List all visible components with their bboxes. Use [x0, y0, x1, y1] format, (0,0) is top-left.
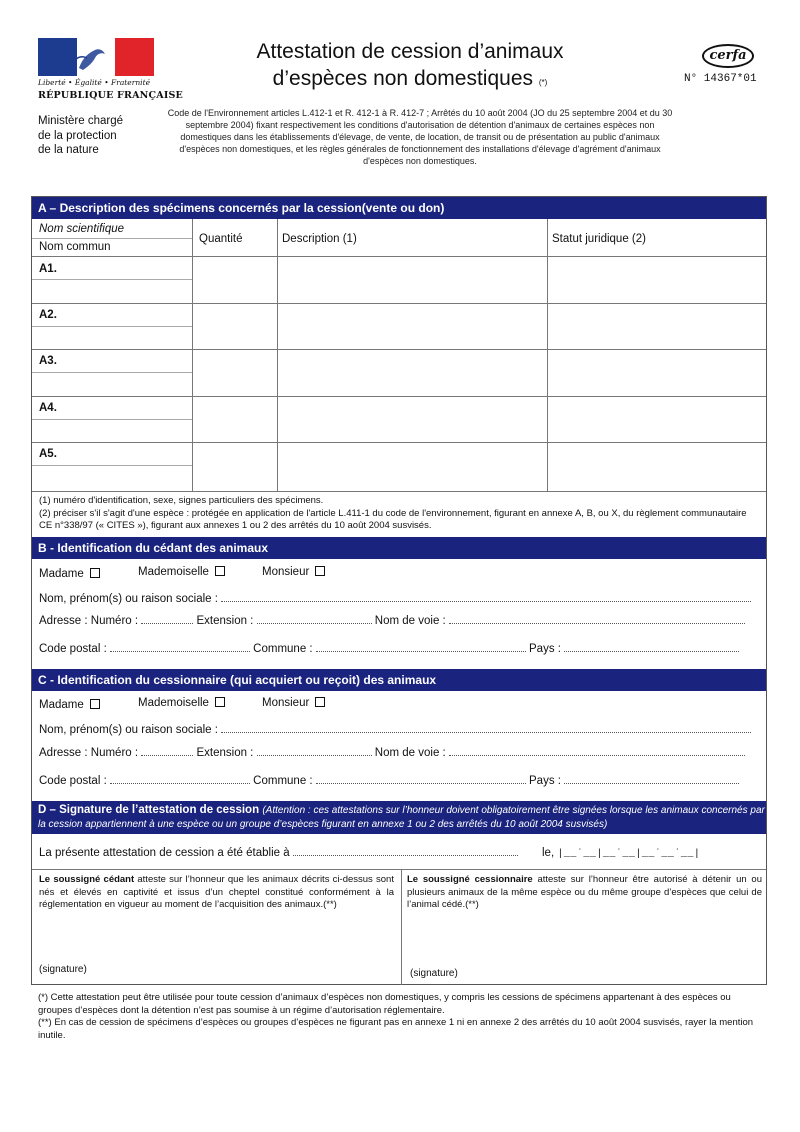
cedant-country-field[interactable] [564, 643, 739, 652]
cessionnaire-city-field[interactable] [316, 775, 526, 784]
date-field[interactable]: |__˙__|__˙__|__˙__˙__| [557, 849, 701, 860]
monsieur-checkbox[interactable] [315, 697, 325, 707]
cessionnaire-name-field[interactable] [221, 724, 751, 733]
cedant-city-field[interactable] [316, 643, 526, 652]
cedant-number-field[interactable] [141, 615, 193, 624]
col-legal-status: Statut juridique (2) [552, 233, 646, 245]
section-c-header: C - Identification du cessionnaire (qui acquiert ou reçoit) des animaux [32, 669, 766, 691]
col-scientific-name: Nom scientifique [39, 223, 125, 235]
mademoiselle-checkbox[interactable] [215, 697, 225, 707]
cedant-extension-field[interactable] [257, 615, 372, 624]
madame-checkbox[interactable] [90, 568, 100, 578]
cedant-street-field[interactable] [449, 615, 745, 624]
section-a-header: A – Description des spécimens concernés par la cession(vente ou don) [32, 197, 766, 219]
place-field[interactable] [293, 847, 518, 856]
madame-checkbox[interactable] [90, 699, 100, 709]
col-quantity: Quantité [199, 233, 243, 245]
motto: Liberté • Égalité • Fraternité [38, 78, 151, 87]
cedant-signature[interactable]: (signature) [39, 964, 87, 975]
cedant-postal-field[interactable] [110, 643, 250, 652]
col-common-name: Nom commun [39, 241, 111, 253]
monsieur-checkbox[interactable] [315, 566, 325, 576]
footnotes: (*) Cette attestation peut être utilisée pour toute cession d’animaux d’espèces non domestiques, y compris les cessions de spécimens appartenant à des espèces ou groupes d’espèces dont la détention n’est pas soumise à un régime d’autorisation réglementaire. (**) En cas de cession de spécimens d’espèces ou groupes d’espèces ne figurant pas en annexe 1 ni en annexe 2 des arrêtés du 10 août 2004 susvisés, rayer la mention inutile. [38, 992, 754, 1041]
section-d-header: D – Signature de l’attestation de cession (Attention : ces attestations sur l’honneur doivent obligatoirement être signées lorsque les animaux concernés par la cession appartiennent à une espèce ou un groupe d’espèces figurant en annexe 1 ou 2 des arrêtés du 10 août 2004 susvisés) [32, 801, 766, 834]
col-description: Description (1) [282, 233, 357, 245]
cessionnaire-number-field[interactable] [141, 747, 193, 756]
section-a-notes: (1) numéro d'identification, sexe, signes particuliers des spécimens. (2) préciser s'il s'agit d'une espèce : protégée en application de l'article L.411-1 du code de l'environnement, figurant en annexe A, B, ou X, du règlement communautaire CE n°338/97 (« CITES »), figurant aux annexes 1 ou 2 des arrêtés du 10 août 2004 susvisés. [39, 495, 747, 531]
tricolor-flag-icon [38, 38, 154, 76]
cessionnaire-extension-field[interactable] [257, 747, 372, 756]
cessionnaire-signature[interactable]: (signature) [410, 968, 458, 979]
republic-name: RÉPUBLIQUE FRANÇAISE [38, 90, 183, 101]
legal-reference: Code de l'Environnement articles L.412-1 et R. 412-1 à R. 412-7 ; Arrêtés du 10 août 2004 (JO du 25 septembre 2004 et du 30 septembre 2004) fixant respectivement les conditions d'autorisation de détention d'animaux de certaines espèces non domestiques dans les établissements d'élevage, de vente, de location, de transit ou de présentation au public d'animaux d'espèces non domestiques, et les règles générales de fonctionnement des installations d'élevage d'agrément d'animaux d'espèces non domestiques. [167, 108, 673, 166]
cedant-name-field[interactable] [221, 593, 751, 602]
page-title: Attestation de cession d’animaux d’espèces non domestiques (*) [256, 40, 564, 90]
mademoiselle-checkbox[interactable] [215, 566, 225, 576]
form-frame: A – Description des spécimens concernés par la cession(vente ou don) Nom scientifique Nom commun Quantité Description (1) Statut juridique (2) A1. A2. A3. A4. A5. (1) numéro d'identification, sexe, signes particuliers des spécimens. (2) préciser s'il s'agit d'une espèce : protégée en application de l'article L.411-1 du code de l'environnement, figurant en annexe A, B, ou X, du règlement communautaire CE n°338/97 (« CITES »), figurant aux annexes 1 ou 2 des arrêtés du 10 août 2004 susvisés. B - Identification du cédant des animaux Madame Mademoiselle Monsieur Nom, prénom(s) ou raison sociale : Adresse : Numéro : Extension : Nom de voie : Code postal : Commune : Pays : C - Identification du cessionnaire (qui acquiert ou reçoit) des animaux Madame Mademoiselle Monsieur Nom, prénom(s) ou raison sociale : Adresse : Numéro : Extension : Nom de voie : Code postal : Commune : Pays : D – Signature de l’attestation de cession (Attention : ces attestations sur l’honneur doivent obligatoirement être signées lorsque les animaux concernés par la cession appartiennent à une espèce ou un groupe d’espèces figurant en annexe 1 ou 2 des arrêtés du 10 août 2004 susvisés) La présente attestation de cession a été établie à le, |__˙__|__˙__|__˙__˙__| Le soussigné cédant atteste sur l’honneur que les animaux décrits ci-dessus sont nés et élevés en captivité et issus d’un cheptel constitué conformément à la réglementation en vigueur au moment de l’acquisition des animaux.(**) Le soussigné cessionnaire atteste sur l’honneur être autorisé à détenir un ou plusieurs animaux de la même espèce ou du même groupe d’espèces que celui de l’animal cédé.(**) (signature) (signature) [31, 196, 767, 985]
marianne-logo [38, 38, 183, 101]
cessionnaire-street-field[interactable] [449, 747, 745, 756]
ministry-name: Ministère chargé de la protection de la nature [38, 115, 124, 156]
section-b-header: B - Identification du cédant des animaux [32, 537, 766, 559]
cessionnaire-declaration: Le soussigné cessionnaire atteste sur l’honneur être autorisé à détenir un ou plusieurs animaux de la même espèce ou du même groupe d’espèces que celui de l’animal cédé.(**) [407, 874, 762, 910]
cessionnaire-country-field[interactable] [564, 775, 739, 784]
cedant-declaration: Le soussigné cédant atteste sur l’honneur que les animaux décrits ci-dessus sont nés et élevés en captivité et issus d’un cheptel constitué conformément à la réglementation en vigueur au moment de l’acquisition des animaux.(**) [39, 874, 394, 910]
cerfa-number: N° 14367*01 [684, 73, 757, 85]
cessionnaire-postal-field[interactable] [110, 775, 250, 784]
cerfa-logo: cerfa [702, 44, 754, 68]
